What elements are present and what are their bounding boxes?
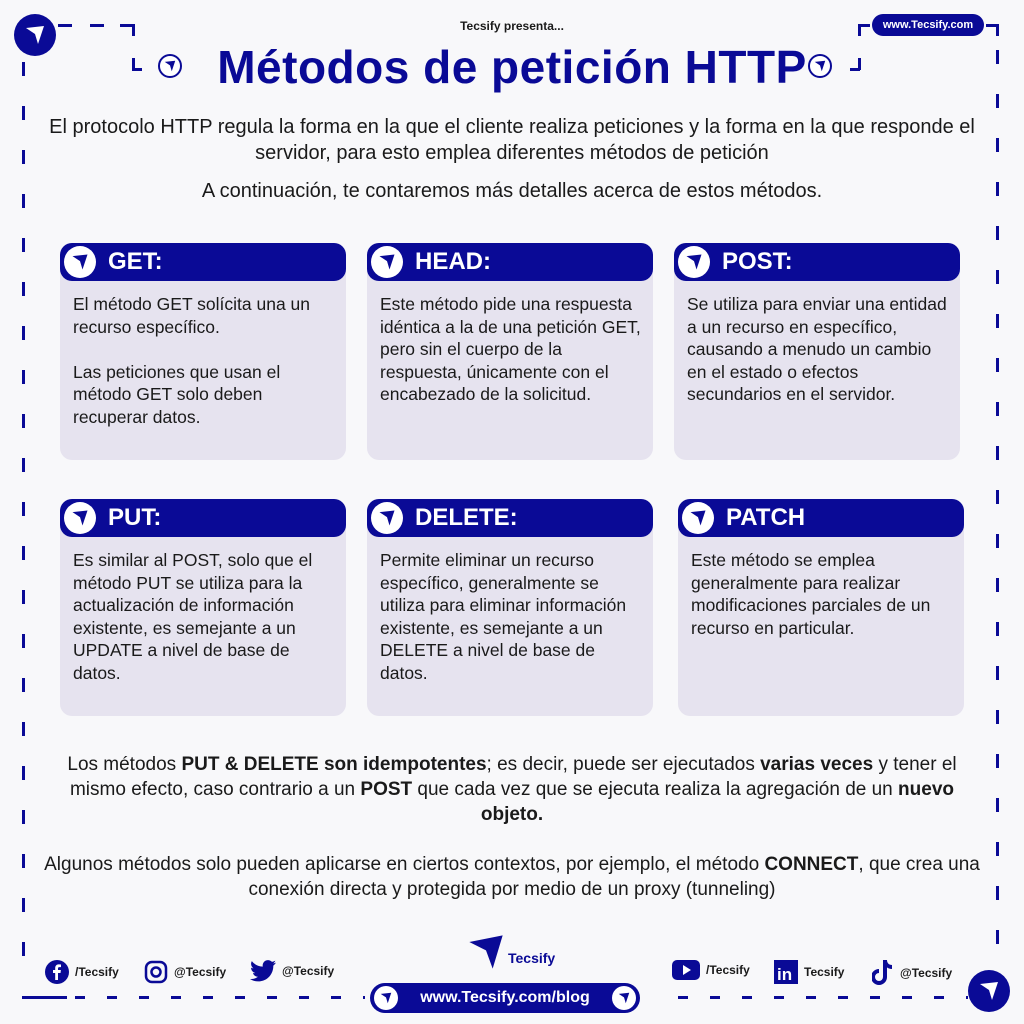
tecsify-logo-icon — [612, 986, 636, 1010]
intro-subtext: A continuación, te contaremos más detalles acerca de estos métodos. — [201, 180, 823, 202]
tiktok-handle: @Tecsify — [900, 966, 953, 980]
tecsify-logo-icon — [374, 986, 398, 1010]
card-header — [367, 499, 653, 537]
linkedin-handle: Tecsify — [804, 965, 845, 979]
youtube-icon — [672, 960, 700, 980]
frame-bottom-dashes — [678, 996, 968, 999]
page-title: Métodos de petición HTTP — [217, 41, 807, 93]
tiktok-link[interactable] — [872, 960, 952, 986]
note-text: , que crea una conexión directa y protegida por medio de un proxy (tunneling) — [248, 854, 980, 900]
method-card-delete — [367, 499, 653, 716]
frame-corner — [22, 996, 67, 999]
note-bold: CONNECT — [764, 854, 859, 875]
method-name: PATCH — [726, 504, 806, 531]
method-card-head — [367, 243, 653, 460]
note-bold: PUT & DELETE son idempotentes — [181, 754, 487, 775]
blog-url: www.Tecsify.com/blog — [420, 989, 590, 1006]
card-header — [678, 499, 964, 537]
card-header — [60, 243, 346, 281]
frame-right-dashes — [996, 50, 999, 960]
method-name: PUT: — [108, 504, 162, 531]
frame-bottom-dashes — [75, 996, 365, 999]
brand-name: Tecsify — [508, 950, 556, 966]
method-card-put — [60, 499, 346, 716]
method-description: Este método se emplea generalmente para realizar modificaciones parciales de un recurso en particular. — [691, 550, 931, 638]
website-link[interactable]: www.Tecsify.com — [872, 14, 984, 36]
note-text: y tener el mismo efecto, caso contrario a un — [69, 754, 957, 800]
youtube-handle: /Tecsify — [706, 963, 750, 977]
facebook-handle: /Tecsify — [75, 965, 119, 979]
intro-text: El protocolo HTTP regula la forma en la que el cliente realiza peticiones y la forma en la que responde el servidor, para esto emplea diferentes métodos de petición — [49, 116, 975, 164]
linkedin-link[interactable] — [774, 960, 844, 984]
card-header — [60, 499, 346, 537]
method-description: Permite eliminar un recurso específico, generalmente se utiliza para eliminar información existente, es semejante a un DELETE a nivel de base de datos. — [380, 550, 627, 683]
frame-left-dashes — [22, 62, 25, 982]
instagram-icon — [144, 960, 168, 984]
note-bold: varias veces — [760, 754, 874, 775]
blog-link[interactable] — [370, 983, 640, 1013]
note-bold: POST — [360, 779, 413, 800]
method-description: Se utiliza para enviar una entidad a un recurso en específico, causando a menudo un cambio en el estado o efectos secundarios en el servidor. — [687, 294, 947, 404]
method-description: Es similar al POST, solo que el método PUT se utiliza para la actualización de información existente, es semejante a un UPDATE a nivel de base de datos. — [73, 550, 313, 683]
facebook-icon — [45, 960, 69, 984]
note-text: ; es decir, puede ser ejecutados — [486, 754, 761, 775]
youtube-link[interactable] — [672, 960, 750, 980]
tecsify-logo-icon — [371, 502, 403, 534]
tecsify-logo-icon — [466, 932, 506, 972]
method-card-patch — [678, 499, 964, 716]
card-header — [674, 243, 960, 281]
tecsify-logo-icon — [968, 970, 1010, 1012]
method-card-get — [60, 243, 346, 460]
tecsify-logo-icon — [678, 246, 710, 278]
connect-note — [40, 852, 984, 902]
method-name: GET: — [108, 248, 163, 275]
presenta-label: Tecsify presenta... — [460, 19, 564, 33]
twitter-icon — [250, 960, 276, 982]
tecsify-logo-icon — [64, 246, 96, 278]
note-bold: nuevo objeto. — [480, 779, 954, 825]
method-name: DELETE: — [415, 504, 518, 531]
tecsify-logo-icon — [64, 502, 96, 534]
twitter-handle: @Tecsify — [282, 964, 335, 978]
tecsify-logo-icon — [682, 502, 714, 534]
method-description: El método GET solícita una un recurso específico. Las peticiones que usan el método GET solo deben recuperar datos. — [73, 294, 311, 427]
svg-text:in: in — [777, 965, 793, 984]
method-name: POST: — [722, 248, 793, 275]
linkedin-icon — [774, 960, 798, 984]
instagram-handle: @Tecsify — [174, 965, 227, 979]
twitter-link[interactable] — [250, 960, 334, 982]
note-text: Algunos métodos solo pueden aplicarse en ciertos contextos, por ejemplo, el método — [44, 854, 765, 875]
method-card-post — [674, 243, 960, 460]
method-name: HEAD: — [415, 248, 491, 275]
card-header — [367, 243, 653, 281]
footer-brand — [466, 932, 555, 972]
method-description: Este método pide una respuesta idéntica a la de una petición GET, pero sin el cuerpo de la respuesta, únicamente con el encabezado de la solicitud. — [380, 294, 641, 404]
instagram-link[interactable] — [144, 960, 226, 984]
note-text: Los métodos — [67, 754, 182, 775]
tecsify-logo-icon — [371, 246, 403, 278]
note-text: que cada vez que se ejecuta realiza la agregación de un — [412, 779, 899, 800]
facebook-link[interactable] — [45, 960, 119, 984]
tiktok-icon — [872, 960, 894, 986]
idempotent-note — [40, 752, 984, 827]
